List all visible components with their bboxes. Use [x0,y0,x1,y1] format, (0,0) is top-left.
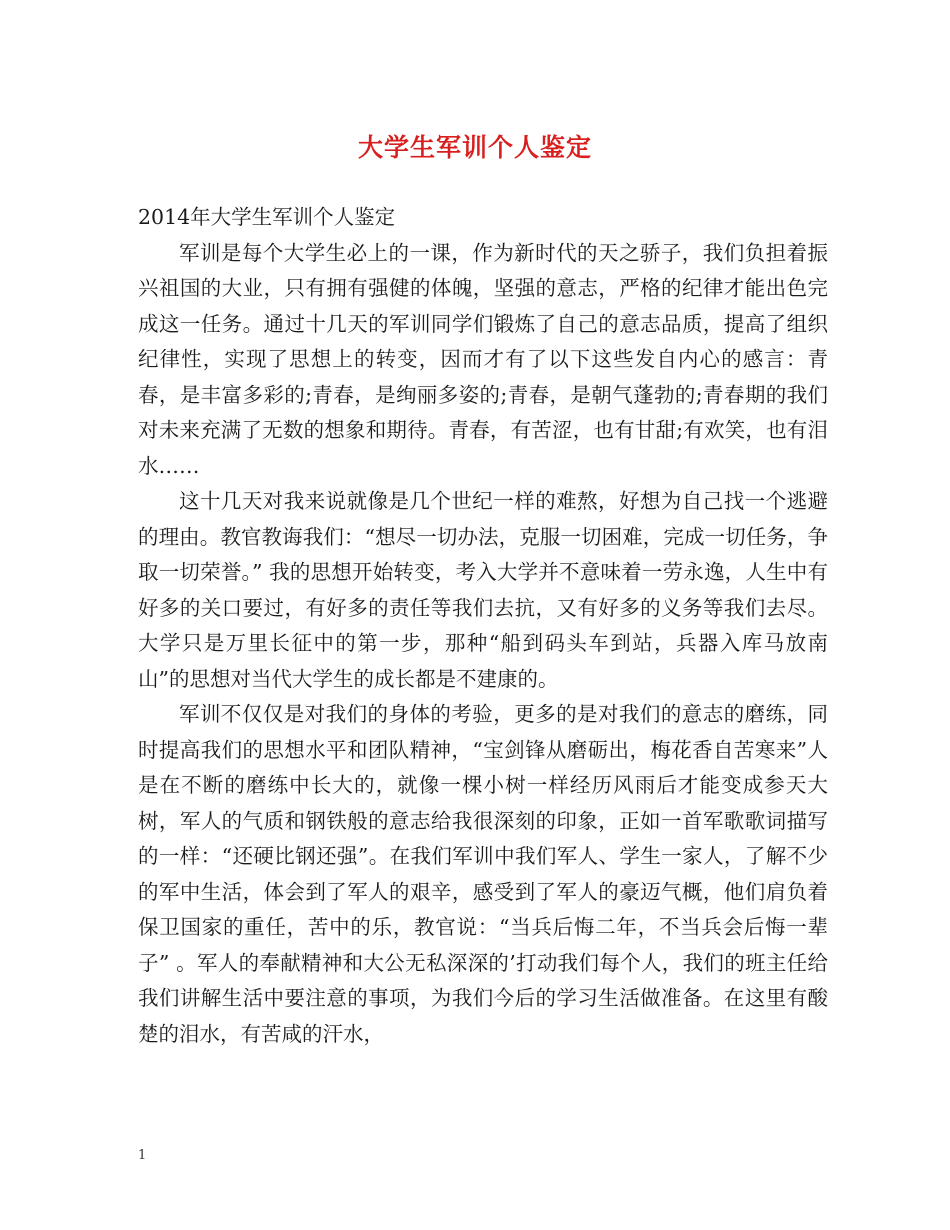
paragraph-3: 军训不仅仅是对我们的身体的考验，更多的是对我们的意志的磨练，同时提高我们的思想水平和团队精神，“宝剑锋从磨砺出，梅花香自苦寒来”人是在不断的磨练中长大的，就像一棵小树一样经历风雨后才能变成参天大树，军人的气质和钢铁般的意志给我很深刻的印象，正如一首军歌歌词描写的一样：“还硬比钢还强”。在我们军训中我们军人、学生一家人，了解不少的军中生活，体会到了军人的艰辛，感受到了军人的豪迈气概，他们肩负着保卫国家的重任，苦中的乐，教官说：“当兵后悔二年，不当兵会后悔一辈子” 。军人的奉献精神和大公无私深深的’打动我们每个人，我们的班主任给我们讲解生活中要注意的事项，为我们今后的学习生活做准备。在这里有酸楚的泪水，有苦咸的汗水， [138,702,828,1046]
document-title: 大学生军训个人鉴定 [357,133,592,162]
paragraph-1: 军训是每个大学生必上的一课，作为新时代的天之骄子，我们负担着振兴祖国的大业，只有拥有强健的体魄，坚强的意志，严格的纪律才能出色完成这一任务。通过十几天的军训同学们锻炼了自己的意志品质，提高了组织纪律性，实现了思想上的转变，因而才有了以下这些发自内心的感言：青春，是丰富多彩的;青春，是绚丽多姿的;青春，是朝气蓬勃的;青春期的我们对未来充满了无数的想象和期待。青春，有苦涩，也有甘甜;有欢笑，也有泪水…… [138,240,828,478]
page-number: 1 [138,1148,147,1163]
document-body [138,200,828,1052]
paragraph-2: 这十几天对我来说就像是几个世纪一样的难熬，好想为自己找一个逃避的理由。教官教诲我们：“想尽一切办法，克服一切困难，完成一切任务，争取一切荣誉。” 我的思想开始转变，考入大学并不意味着一劳永逸，人生中有好多的关口要过，有好多的责任等我们去抗，又有好多的义务等我们去尽。大学只是万里长征中的第一步，那种“船到码头车到站，兵器入库马放南山”的思想对当代大学生的成长都是不建康的。 [138,489,828,691]
document-subtitle: 2014年大学生军训个人鉴定 [138,205,396,229]
